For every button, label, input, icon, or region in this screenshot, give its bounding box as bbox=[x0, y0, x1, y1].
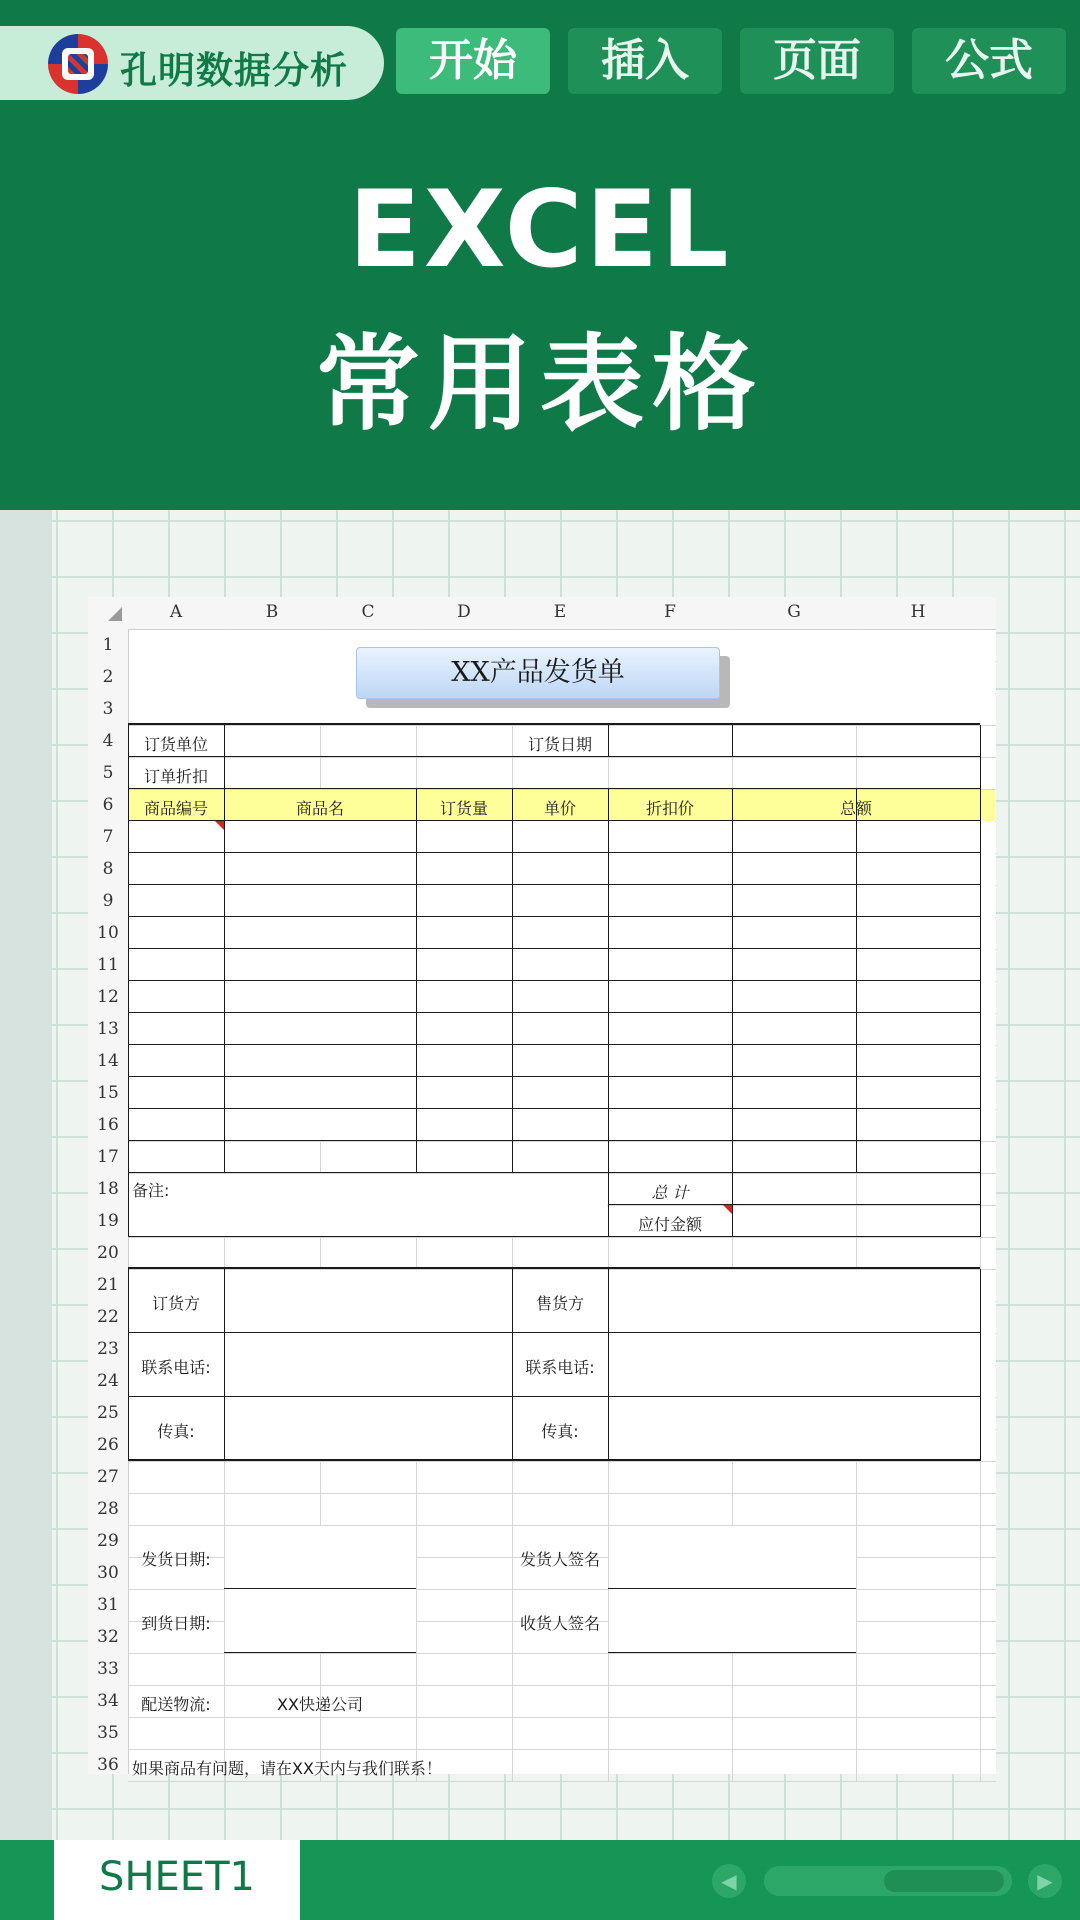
table-border bbox=[980, 1269, 981, 1461]
column-header-5[interactable]: F bbox=[664, 602, 676, 622]
table-border bbox=[980, 725, 981, 1237]
buyer-label: 订货方 bbox=[151, 1294, 200, 1313]
row-header-34[interactable]: 34 bbox=[97, 1691, 119, 1711]
gridline-h bbox=[128, 1781, 996, 1782]
scrollbar-thumb[interactable] bbox=[884, 1870, 1004, 1892]
gridline-h bbox=[128, 757, 996, 758]
row-header-36[interactable]: 36 bbox=[97, 1755, 119, 1775]
table-border bbox=[608, 1204, 980, 1205]
gridline-h bbox=[128, 1653, 996, 1654]
sheet-title[interactable]: XX产品发货单 bbox=[356, 647, 720, 699]
brand-name: 孔明数据分析 bbox=[120, 49, 348, 92]
row-header-12[interactable]: 12 bbox=[97, 987, 119, 1007]
gridline-h bbox=[128, 1461, 996, 1462]
table-border bbox=[128, 1459, 980, 1461]
date-area bbox=[225, 1526, 416, 1653]
column-header-0[interactable]: A bbox=[169, 602, 183, 622]
row-header-2[interactable]: 2 bbox=[102, 667, 114, 687]
column-header-1[interactable]: B bbox=[265, 602, 279, 622]
column-header-3[interactable]: D bbox=[457, 602, 471, 622]
gridline-h bbox=[128, 1717, 996, 1718]
ship-date-label: 发货日期: bbox=[141, 1550, 211, 1569]
seller-fax-label: 传真: bbox=[541, 1422, 579, 1441]
table-border bbox=[128, 1012, 980, 1013]
buyer-fax-label: 传真: bbox=[157, 1422, 195, 1441]
order-discount-label: 订单折扣 bbox=[143, 767, 208, 786]
row-header-17[interactable]: 17 bbox=[97, 1147, 119, 1167]
horizontal-scrollbar[interactable] bbox=[764, 1866, 1012, 1896]
header-quantity: 订货量 bbox=[439, 799, 488, 818]
table-border bbox=[128, 852, 980, 853]
row-header-30[interactable]: 30 bbox=[97, 1563, 119, 1583]
row-header-33[interactable]: 33 bbox=[97, 1659, 119, 1679]
row-header-19[interactable]: 19 bbox=[97, 1211, 119, 1231]
row-header-1[interactable]: 1 bbox=[102, 635, 114, 655]
row-header-29[interactable]: 29 bbox=[97, 1531, 119, 1551]
table-border bbox=[128, 948, 980, 949]
table-border bbox=[128, 1332, 980, 1333]
row-header-13[interactable]: 13 bbox=[97, 1019, 119, 1039]
row-header-21[interactable]: 21 bbox=[97, 1275, 119, 1295]
brand-badge bbox=[0, 26, 384, 100]
row-header-23[interactable]: 23 bbox=[97, 1339, 119, 1359]
row-header-27[interactable]: 27 bbox=[97, 1467, 119, 1487]
header-product-name: 商品名 bbox=[295, 799, 344, 818]
scroll-right-icon[interactable]: ▶ bbox=[1028, 1864, 1062, 1898]
seller-phone-label: 联系电话: bbox=[525, 1358, 595, 1377]
row-header-16[interactable]: 16 bbox=[97, 1115, 119, 1135]
table-border bbox=[608, 789, 609, 1237]
header-unit-price: 单价 bbox=[543, 799, 576, 818]
table-border bbox=[608, 1588, 856, 1589]
tab-start[interactable]: 开始 bbox=[396, 28, 550, 94]
comment-marker-a7[interactable] bbox=[215, 821, 224, 830]
row-header-10[interactable]: 10 bbox=[97, 923, 119, 943]
table-border bbox=[128, 1236, 980, 1237]
table-border bbox=[608, 1652, 856, 1653]
buyer-phone-label: 联系电话: bbox=[141, 1358, 211, 1377]
row-header-14[interactable]: 14 bbox=[97, 1051, 119, 1071]
row-header-18[interactable]: 18 bbox=[97, 1179, 119, 1199]
tab-formula[interactable]: 公式 bbox=[912, 28, 1066, 94]
brand-logo-icon bbox=[48, 34, 108, 94]
total-label: 总 计 bbox=[651, 1183, 689, 1202]
row-header-bar bbox=[88, 629, 129, 1774]
order-unit-label: 订货单位 bbox=[143, 735, 208, 754]
row-header-35[interactable]: 35 bbox=[97, 1723, 119, 1743]
row-header-20[interactable]: 20 bbox=[97, 1243, 119, 1263]
arrive-date-label: 到货日期: bbox=[141, 1614, 211, 1633]
table-border bbox=[128, 1267, 980, 1269]
table-border bbox=[128, 1396, 980, 1397]
row-header-8[interactable]: 8 bbox=[102, 859, 114, 879]
table-border bbox=[224, 1652, 416, 1653]
table-border bbox=[856, 789, 857, 1173]
table-border bbox=[224, 725, 225, 1173]
row-header-9[interactable]: 9 bbox=[102, 891, 114, 911]
table-border bbox=[732, 1173, 733, 1237]
hero-title-excel: EXCEL bbox=[348, 168, 732, 291]
row-header-6[interactable]: 6 bbox=[102, 795, 114, 815]
column-header-bar bbox=[88, 597, 996, 630]
table-border bbox=[128, 884, 980, 885]
table-border bbox=[128, 820, 980, 821]
gridline-h bbox=[128, 1237, 996, 1238]
table-border bbox=[128, 723, 980, 725]
gridline-h bbox=[128, 1141, 996, 1142]
row-header-24[interactable]: 24 bbox=[97, 1371, 119, 1391]
logistics-label: 配送物流: bbox=[141, 1695, 211, 1714]
remarks-label: 备注: bbox=[132, 1181, 170, 1200]
table-border bbox=[224, 1588, 416, 1589]
tab-insert[interactable]: 插入 bbox=[568, 28, 722, 94]
table-border bbox=[128, 756, 980, 757]
scroll-left-icon[interactable]: ◀ bbox=[712, 1864, 746, 1898]
row-header-15[interactable]: 15 bbox=[97, 1083, 119, 1103]
column-header-2[interactable]: C bbox=[361, 602, 375, 622]
cell-grid[interactable] bbox=[128, 629, 996, 1778]
receiver-sign-label: 收货人签名 bbox=[519, 1614, 600, 1633]
gridline-h bbox=[128, 1749, 996, 1750]
row-header-4[interactable]: 4 bbox=[102, 731, 114, 751]
row-header-31[interactable]: 31 bbox=[97, 1595, 119, 1615]
table-border bbox=[128, 725, 129, 1173]
table-border bbox=[128, 1173, 129, 1237]
row-header-25[interactable]: 25 bbox=[97, 1403, 119, 1423]
column-header-4[interactable]: E bbox=[553, 602, 567, 622]
footer-note: 如果商品有问题，请在XX天内与我们联系！ bbox=[132, 1759, 442, 1778]
table-border bbox=[732, 725, 733, 757]
shipper-sign-label: 发货人签名 bbox=[519, 1550, 600, 1569]
select-all-corner-icon[interactable] bbox=[108, 607, 122, 621]
table-border bbox=[128, 1108, 980, 1109]
row-header-3[interactable]: 3 bbox=[102, 699, 114, 719]
table-border bbox=[416, 789, 417, 1173]
hero-title-subtitle: 常用表格 bbox=[315, 323, 764, 445]
table-border bbox=[128, 1044, 980, 1045]
row-header-26[interactable]: 26 bbox=[97, 1435, 119, 1455]
header-discount-price: 折扣价 bbox=[645, 799, 694, 818]
gridline-h bbox=[128, 1493, 996, 1494]
table-border bbox=[128, 1172, 980, 1173]
table-border bbox=[608, 1269, 609, 1461]
order-date-label: 订货日期 bbox=[527, 735, 592, 754]
table-border bbox=[608, 725, 609, 757]
tab-page[interactable]: 页面 bbox=[740, 28, 894, 94]
table-border bbox=[732, 789, 733, 1173]
header-product-code: 商品编号 bbox=[143, 799, 208, 818]
data-area bbox=[129, 821, 995, 1141]
table-border bbox=[224, 1269, 225, 1461]
seller-label: 售货方 bbox=[535, 1294, 584, 1313]
table-border bbox=[128, 1076, 980, 1077]
top-banner bbox=[0, 0, 1080, 510]
row-header-7[interactable]: 7 bbox=[102, 827, 114, 847]
comment-marker-f19[interactable] bbox=[723, 1205, 732, 1214]
table-border bbox=[128, 1140, 980, 1141]
sign-area bbox=[609, 1526, 856, 1653]
row-header-22[interactable]: 22 bbox=[97, 1307, 119, 1327]
table-border bbox=[128, 980, 980, 981]
header-amount: 总额 bbox=[839, 799, 872, 818]
table-border bbox=[512, 789, 513, 1173]
column-header-7[interactable]: H bbox=[910, 602, 926, 622]
table-border bbox=[128, 916, 980, 917]
row-header-28[interactable]: 28 bbox=[97, 1499, 119, 1519]
row-header-5[interactable]: 5 bbox=[102, 763, 114, 783]
row-header-32[interactable]: 32 bbox=[97, 1627, 119, 1647]
sheet-tab-sheet1[interactable]: SHEET1 bbox=[54, 1840, 300, 1920]
logistics-value: XX快递公司 bbox=[277, 1695, 363, 1714]
gridline-h bbox=[128, 1685, 996, 1686]
row-header-11[interactable]: 11 bbox=[97, 955, 119, 975]
gridline-h bbox=[128, 725, 996, 726]
remarks-area bbox=[129, 1174, 607, 1237]
payable-label: 应付金额 bbox=[637, 1215, 702, 1234]
left-strip bbox=[0, 510, 52, 1840]
table-border bbox=[128, 788, 980, 789]
column-header-6[interactable]: G bbox=[787, 602, 801, 622]
spreadsheet[interactable] bbox=[88, 597, 996, 1778]
